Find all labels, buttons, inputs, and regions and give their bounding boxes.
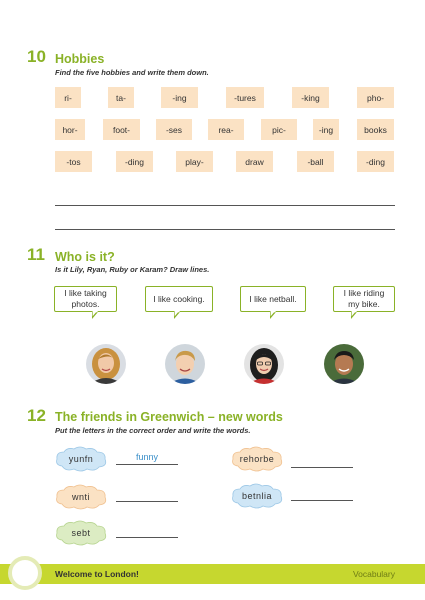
- avatar[interactable]: [86, 344, 126, 384]
- word-tile: -ding: [116, 151, 153, 172]
- exercise-instruction: Find the five hobbies and write them down.: [55, 68, 209, 77]
- bubble-text: I like taking: [64, 288, 107, 298]
- letter-cloud: [230, 446, 284, 472]
- word-tile: -ses: [156, 119, 192, 140]
- exercise-title: Who is it?: [55, 250, 115, 264]
- speech-bubble: [333, 286, 395, 312]
- answer-line[interactable]: [116, 488, 178, 502]
- letter-cloud: [230, 483, 284, 509]
- bubble-text: I like cooking.: [153, 293, 205, 304]
- avatar[interactable]: [324, 344, 364, 384]
- word-tile: foot-: [103, 119, 140, 140]
- exercise-instruction: Put the letters in the correct order and write the words.: [55, 426, 251, 435]
- bubble-tail: [351, 311, 359, 319]
- speech-bubble: [145, 286, 213, 312]
- word-tile: -ball: [297, 151, 334, 172]
- scrambled-word: sebt: [71, 528, 91, 538]
- exercise-number: 12: [27, 406, 46, 425]
- word-tile: draw: [236, 151, 273, 172]
- scrambled-word: yunfn: [68, 454, 94, 464]
- bubble-text: photos.: [71, 299, 100, 309]
- exercise-number: 10: [27, 47, 46, 66]
- scrambled-word: rehorbe: [239, 454, 275, 464]
- bubble-tail: [270, 311, 278, 319]
- exercise-title: The friends in Greenwich – new words: [55, 410, 283, 424]
- word-tile: -ing: [161, 87, 198, 108]
- word-tile: hor-: [55, 119, 85, 140]
- bubble-text: I like riding: [343, 288, 385, 298]
- word-tile: -ding: [357, 151, 394, 172]
- exercise-instruction: Is it Lily, Ryan, Ruby or Karam? Draw lines.: [55, 265, 210, 274]
- word-tile: books: [357, 119, 394, 140]
- speech-bubble: [240, 286, 306, 312]
- letter-cloud: [54, 520, 108, 546]
- bubble-tail: [92, 311, 100, 319]
- answer-line[interactable]: [291, 487, 353, 501]
- bubble-text: I like netball.: [249, 293, 297, 304]
- scrambled-word: betnlia: [241, 491, 273, 501]
- answer-line[interactable]: [116, 524, 178, 538]
- word-tile: play-: [176, 151, 213, 172]
- word-tile: pic-: [261, 119, 297, 140]
- word-tile: pho-: [357, 87, 394, 108]
- answer-line[interactable]: funny: [116, 451, 178, 465]
- word-tile: -king: [292, 87, 329, 108]
- word-tile: ta-: [108, 87, 134, 108]
- word-tile: rea-: [208, 119, 244, 140]
- avatar[interactable]: [244, 344, 284, 384]
- avatar[interactable]: [165, 344, 205, 384]
- page-circle-icon: [8, 556, 42, 590]
- writing-line[interactable]: [55, 229, 395, 230]
- footer-section: Vocabulary: [352, 569, 395, 579]
- answer-line[interactable]: [291, 454, 353, 468]
- word-tile: ri-: [55, 87, 81, 108]
- bubble-text: my bike.: [348, 299, 380, 309]
- exercise-title: Hobbies: [55, 52, 105, 66]
- word-tile: -tos: [55, 151, 92, 172]
- letter-cloud: [54, 446, 108, 472]
- exercise-number: 11: [27, 245, 45, 264]
- word-tile: -tures: [226, 87, 264, 108]
- word-tile: -ing: [313, 119, 339, 140]
- speech-bubble: [54, 286, 117, 312]
- letter-cloud: [54, 484, 108, 510]
- writing-line[interactable]: [55, 205, 395, 206]
- footer-unit-title: Welcome to London!: [55, 569, 139, 579]
- scrambled-word: wnti: [71, 492, 90, 502]
- bubble-tail: [174, 311, 182, 319]
